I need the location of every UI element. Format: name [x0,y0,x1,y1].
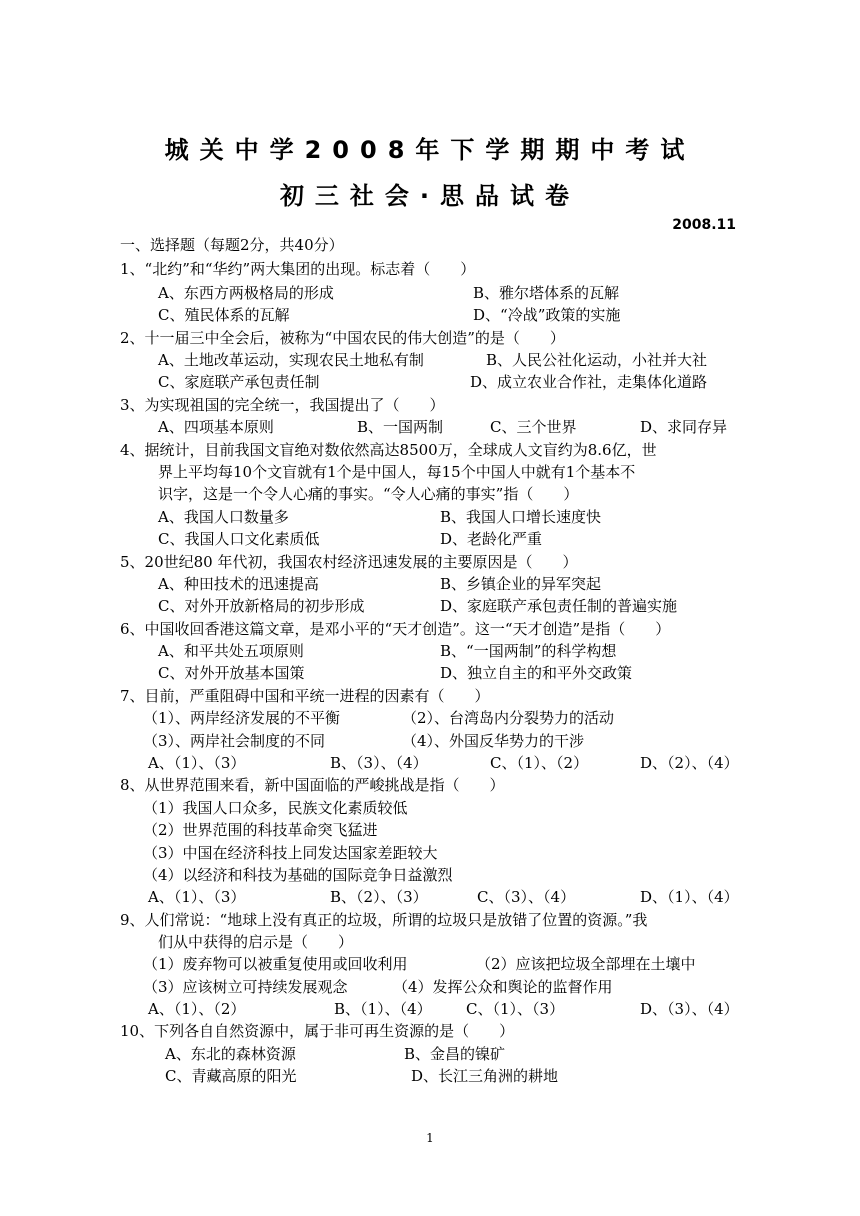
page-number: 1 [426,1131,434,1145]
question-8-stem: 8、从世界范围来看，新中国面临的严峻挑战是指（ ） [120,776,505,794]
question-9-option-a: A、（1）、（2） [148,1000,246,1018]
question-8-item-1: （1）我国人口众多，民族文化素质较低 [143,799,408,817]
question-2-option-d: D、成立农业合作社，走集体化道路 [470,373,708,391]
question-1-option-b: B、雅尔塔体系的瓦解 [473,284,620,302]
question-3-stem: 3、为实现祖国的完全统一，我国提出了（ ） [120,396,445,414]
question-10-stem: 10、下列各自自然资源中，属于非可再生资源的是（ ） [120,1022,515,1040]
question-6-stem: 6、中国收回香港这篇文章，是邓小平的“天才创造”。这一“天才创造”是指（ ） [120,620,671,638]
question-4-stem-line-2: 界上平均每10个文盲就有1个是中国人，每15个中国人中就有1个基本不 [158,463,636,481]
question-4-option-a: A、我国人口数量多 [158,508,289,526]
exam-subtitle: 初三社会·思品试卷 [279,182,581,210]
question-10-option-c: C、青藏高原的阳光 [165,1067,297,1085]
question-1-option-d: D、“冷战”政策的实施 [473,306,621,324]
question-8-option-b: B、（2）、（3） [330,888,428,906]
question-7-item-3: （3）、两岸社会制度的不同 [143,732,326,750]
question-8-option-a: A、（1）、（3） [148,888,246,906]
question-7-item-1: （1）、两岸经济发展的不平衡 [143,709,341,727]
question-7-option-a: A、（1）、（3） [148,754,246,772]
question-2-option-c: C、家庭联产承包责任制 [158,373,320,391]
question-8-option-c: C、（3）、（4） [477,888,576,906]
question-9-item-4: （4）发挥公众和舆论的监督作用 [393,978,613,996]
question-8-item-4: （4）以经济和科技为基础的国际竞争日益激烈 [143,866,453,884]
question-4-option-d: D、老龄化严重 [440,530,543,548]
question-6-option-b: B、“一国两制”的科学构想 [440,642,617,660]
question-10-option-b: B、金昌的镍矿 [404,1045,506,1063]
question-1-option-a: A、东西方两极格局的形成 [158,284,334,302]
question-2-option-b: B、人民公社化运动，小社并大社 [486,351,708,369]
question-7-option-b: B、（3）、（4） [330,754,428,772]
question-5-stem: 5、20世纪80 年代初，我国农村经济迅速发展的主要原因是（ ） [120,553,578,571]
question-4-stem-line-3: 识字，这是一个令人心痛的事实。“令人心痛的事实”指（ ） [158,485,579,503]
question-7-option-d: D、（2）、（4） [640,754,739,772]
question-3-option-b: B、一国两制 [357,418,444,436]
question-5-option-b: B、乡镇企业的异军突起 [440,575,602,593]
question-9-item-2: （2）应该把垃圾全部埋在土壤中 [476,955,696,973]
question-6-option-d: D、独立自主的和平外交政策 [440,664,633,682]
question-3-option-a: A、四项基本原则 [158,418,274,436]
question-4-option-b: B、我国人口增长速度快 [440,508,602,526]
question-3-option-d: D、求同存异 [640,418,728,436]
question-9-stem-line-1: 9、人们常说：“地球上没有真正的垃圾，所谓的垃圾只是放错了位置的资源。”我 [120,911,648,929]
question-5-option-d: D、家庭联产承包责任制的普遍实施 [440,597,678,615]
question-7-item-4: （4）、外国反华势力的干涉 [402,732,585,750]
question-6-option-a: A、和平共处五项原则 [158,642,304,660]
question-1-stem: 1、“北约”和“华约”两大集团的出现。标志着（ ） [120,260,476,278]
section-heading: 一、选择题（每题2分，共40分） [120,236,344,254]
question-8-item-2: （2）世界范围的科技革命突飞猛进 [143,821,378,839]
question-8-option-d: D、（1）、（4） [640,888,739,906]
question-7-stem: 7、目前，严重阻碍中国和平统一进程的因素有（ ） [120,687,490,705]
question-10-option-d: D、长江三角洲的耕地 [411,1067,559,1085]
question-5-option-c: C、对外开放新格局的初步形成 [158,597,365,615]
question-5-option-a: A、种田技术的迅速提高 [158,575,319,593]
question-8-item-3: （3）中国在经济科技上同发达国家差距较大 [143,844,438,862]
question-9-option-d: D、（3）、（4） [640,1000,739,1018]
question-10-option-a: A、东北的森林资源 [165,1045,296,1063]
question-9-item-3: （3）应该树立可持续发展观念 [143,978,348,996]
exam-title: 城关中学2008年下学期期中考试 [164,136,696,164]
question-4-stem-line-1: 4、据统计，目前我国文盲绝对数依然高达8500万，全球成人文盲约为8.6亿，世 [120,441,657,459]
question-9-item-1: （1）废弃物可以被重复使用或回收利用 [143,955,408,973]
question-2-stem: 2、十一届三中全会后，被称为“中国农民的伟大创造”的是（ ） [120,329,565,347]
question-9-option-b: B、（1）、（4） [334,1000,432,1018]
question-1-option-c: C、殖民体系的瓦解 [158,306,290,324]
exam-date: 2008.11 [672,217,736,233]
question-7-item-2: （2）、台湾岛内分裂势力的活动 [402,709,615,727]
question-3-option-c: C、三个世界 [490,418,577,436]
question-2-option-a: A、土地改革运动，实现农民土地私有制 [158,351,424,369]
question-7-option-c: C、（1）、（2） [490,754,589,772]
question-9-option-c: C、（1）、（3） [466,1000,565,1018]
question-6-option-c: C、对外开放基本国策 [158,664,305,682]
question-9-stem-line-2: 们从中获得的启示是（ ） [158,933,354,951]
question-4-option-c: C、我国人口文化素质低 [158,530,320,548]
